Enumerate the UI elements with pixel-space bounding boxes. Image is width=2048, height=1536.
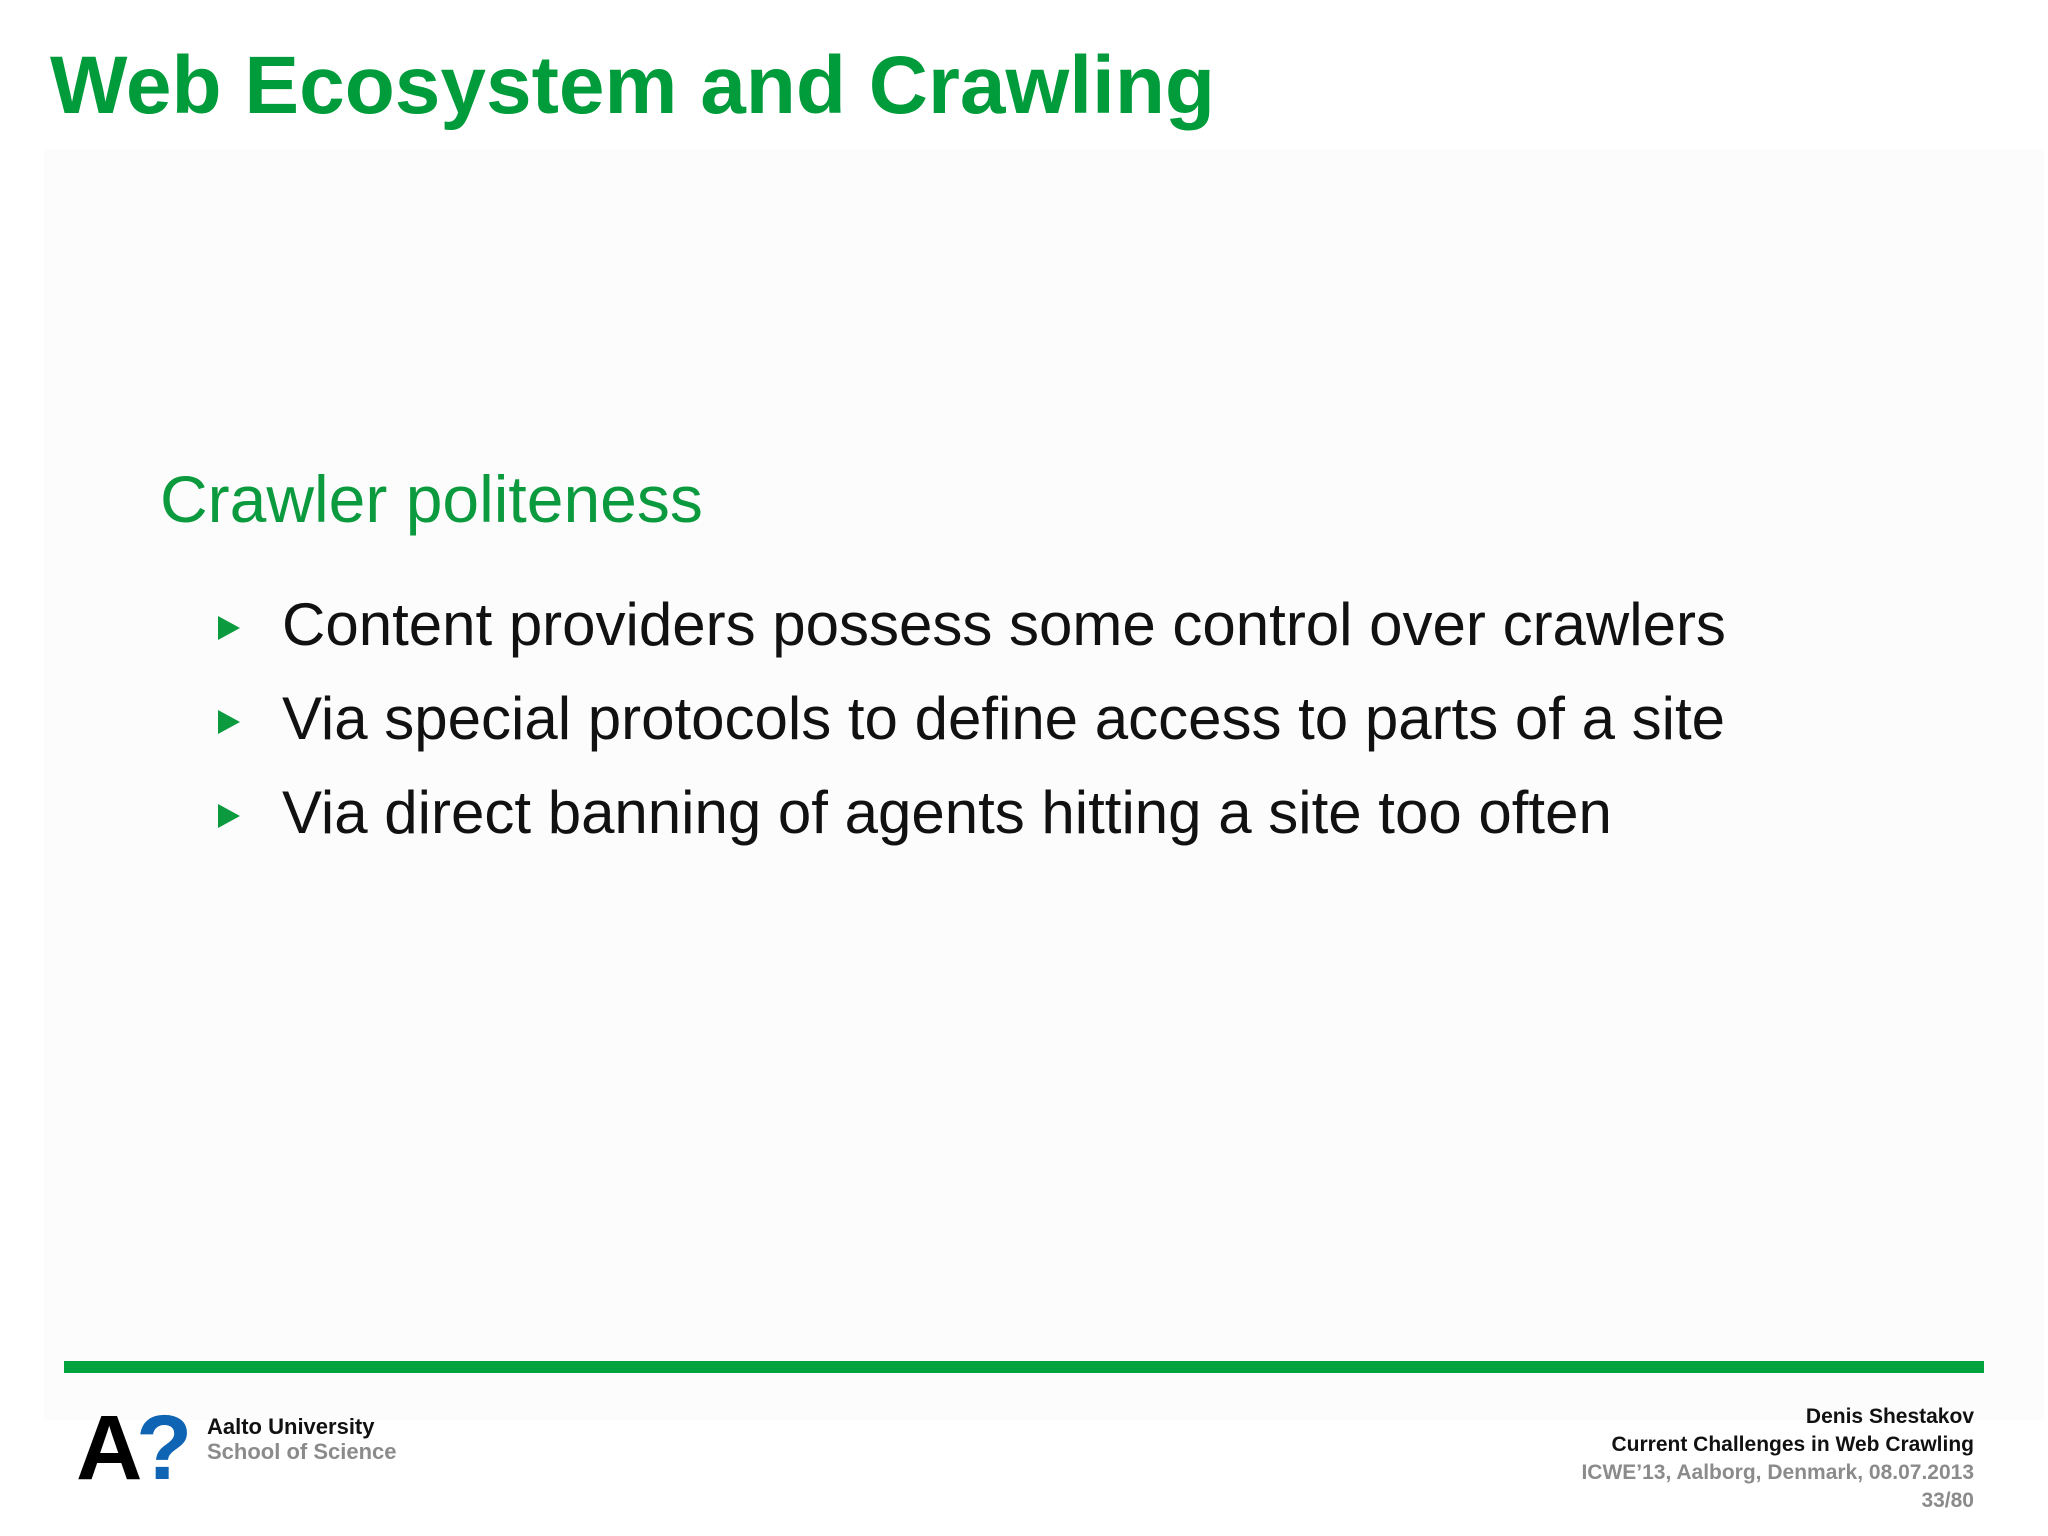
logo-letter: A [76, 1397, 143, 1499]
bullet-text: Via special protocols to define access to parts of a site [282, 685, 1726, 752]
section-subtitle: Crawler politeness [160, 462, 703, 536]
bullet-item [218, 578, 1726, 672]
slide-title: Web Ecosystem and Crawling [50, 40, 1216, 131]
event-info: ICWE’13, Aalborg, Denmark, 08.07.2013 [1581, 1461, 1974, 1484]
school-name: School of Science [207, 1439, 397, 1464]
bullet-list [218, 578, 1726, 860]
author-name: Denis Shestakov [1805, 1405, 1974, 1428]
bullet-text: Via direct banning of agents hitting a site too often [282, 779, 1612, 846]
organization-name: Aalto University [207, 1414, 375, 1439]
talk-title: Current Challenges in Web Crawling [1611, 1433, 1974, 1456]
triangle-right-icon [218, 710, 240, 734]
organization-block [207, 1414, 397, 1464]
bullet-item [218, 766, 1726, 860]
triangle-right-icon [218, 616, 240, 640]
aalto-logo [76, 1397, 193, 1499]
bullet-text: Content providers possess some control over crawlers [282, 591, 1726, 658]
logo-question-mark: ? [136, 1397, 193, 1499]
footer-info [1581, 1403, 1974, 1515]
footer-divider [64, 1361, 1984, 1373]
bullet-item [218, 672, 1726, 766]
page-number: 33/80 [1921, 1489, 1974, 1512]
triangle-right-icon [218, 804, 240, 828]
